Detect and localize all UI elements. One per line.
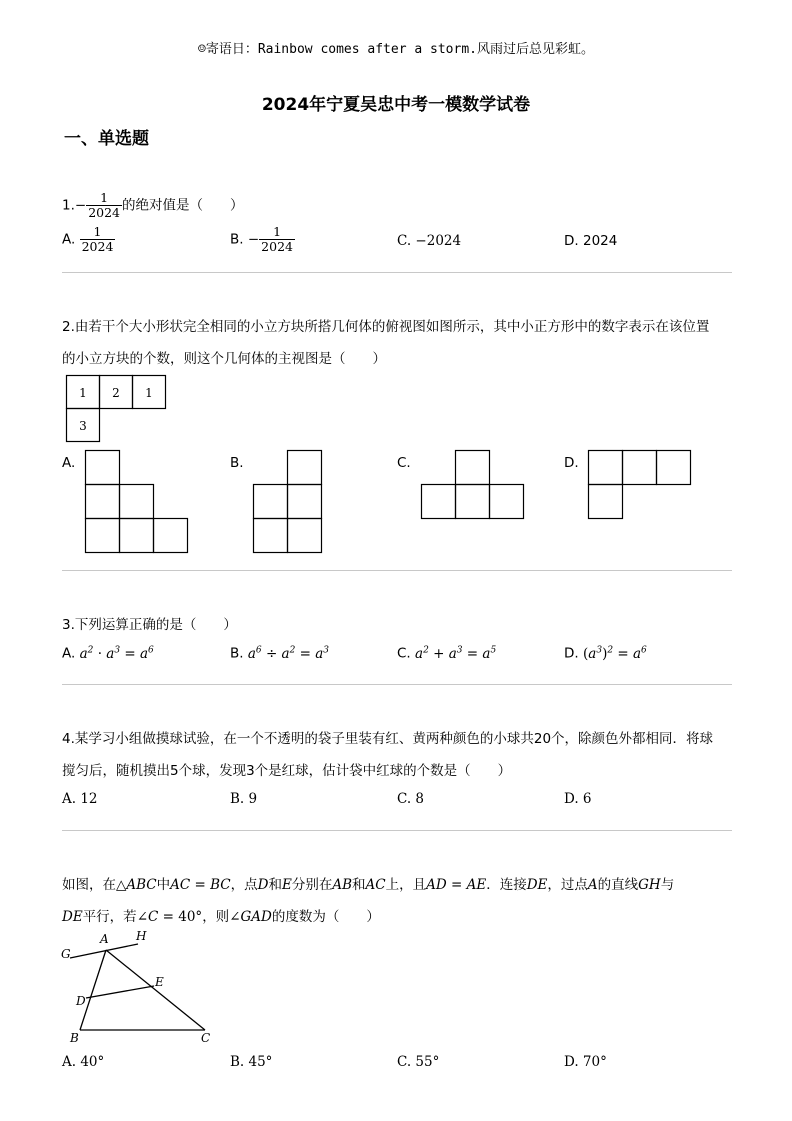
q1-a-num: 1: [93, 224, 102, 239]
q2-option-b-figure: [253, 450, 323, 554]
q1-fraction: [86, 191, 122, 220]
q5-option-b[interactable]: B. 45°: [230, 1054, 273, 1070]
q4-option-b[interactable]: B. 9: [230, 791, 258, 807]
grid-cell: 3: [79, 419, 87, 433]
q1-frac-den: 2024: [88, 205, 121, 220]
q1-a-den: 2024: [81, 239, 114, 254]
q3-option-a[interactable]: [62, 645, 154, 662]
q1-neg: −: [74, 197, 87, 214]
q1-b-num: 1: [273, 224, 282, 239]
q1-option-a-fraction: [80, 225, 116, 254]
divider: [62, 272, 732, 273]
grid-cell: 1: [145, 386, 153, 400]
q4-option-c[interactable]: C. 8: [397, 791, 425, 807]
q3-option-d[interactable]: [564, 645, 647, 662]
q1-option-c[interactable]: C. −2024: [397, 233, 462, 249]
q2-option-a-figure: [85, 450, 189, 554]
label-c: C: [201, 1031, 211, 1045]
q4-option-a[interactable]: A. 12: [62, 791, 98, 807]
exam-title: 2024年宁夏吴忠中考一模数学试卷: [261, 95, 531, 115]
q3-option-d-label: D.: [564, 645, 579, 662]
q1-stem: [62, 191, 244, 220]
q2-option-d-label[interactable]: D.: [564, 455, 579, 471]
label-h: H: [136, 929, 147, 943]
q2-option-b-label[interactable]: B.: [230, 455, 244, 471]
label-a: A: [100, 932, 109, 946]
q1-frac-num: 1: [100, 190, 109, 205]
q3-option-b[interactable]: [230, 645, 329, 662]
label-e: E: [155, 975, 164, 989]
motto-line: ☺寄语日：Rainbow comes after a storm.风雨过后总见彩虹。: [198, 42, 594, 57]
grid-cell: 2: [112, 386, 120, 400]
q1-option-d[interactable]: D. 2024: [564, 233, 618, 249]
q2-stem-line2: 的小立方块的个数，则这个几何体的主视图是（ ）: [62, 351, 386, 367]
q3-option-d-expr: $(a^3)^2 = a^6$: [582, 645, 647, 662]
q3-option-b-label: B.: [230, 645, 244, 662]
label-b: B: [70, 1031, 79, 1045]
q3-option-c-label: C.: [397, 645, 411, 662]
q2-option-a-label[interactable]: A.: [62, 455, 76, 471]
q2-option-d-figure: [588, 450, 692, 520]
grid-cell: 1: [79, 386, 87, 400]
q1-stem-tail: 的绝对值是（ ）: [122, 197, 244, 214]
q5-stem-line1: 如图，在△ABC中AC = BC，点D和E分别在AB和AC上，且AD = AE．连接DE，过点A的直线GH与: [62, 877, 675, 893]
q4-option-d[interactable]: D. 6: [564, 791, 592, 807]
q3-option-c-expr: $a^2 + a^3 = a^5$: [415, 645, 497, 662]
q5-option-a[interactable]: A. 40°: [62, 1054, 105, 1070]
q3-option-c[interactable]: [397, 645, 496, 662]
q3-option-b-expr: $a^6 \div a^2 = a^3$: [247, 645, 330, 662]
q1-option-b-label: B.: [230, 231, 244, 248]
q1-b-neg: −: [247, 231, 260, 248]
q2-stem-line1: 2.由若干个大小形状完全相同的小立方块所搭几何体的俯视图如图所示，其中小正方形中的数字表示在该位置: [62, 319, 710, 335]
q1-option-a[interactable]: [62, 225, 115, 254]
q5-triangle-figure: [58, 926, 218, 1046]
label-d: D: [76, 994, 86, 1008]
q2-top-view-grid: [66, 375, 168, 443]
q1-b-den: 2024: [261, 239, 293, 254]
q4-stem-line1: 4.某学习小组做摸球试验，在一个不透明的袋子里装有红、黄两种颜色的小球共20个，除颜色外都相同．将球: [62, 731, 714, 747]
q3-stem: 3.下列运算正确的是（ ）: [62, 617, 237, 633]
divider: [62, 570, 732, 571]
q2-option-c-label[interactable]: C.: [397, 455, 411, 471]
divider: [62, 684, 732, 685]
q3-option-a-label: A.: [62, 645, 76, 662]
q5-stem-line2: DE平行，若∠C = 40°，则∠GAD的度数为（ ）: [62, 909, 380, 925]
q3-option-a-expr: $a^2 \cdot a^3 = a^6$: [79, 645, 154, 662]
q5-option-c[interactable]: C. 55°: [397, 1054, 440, 1070]
q1-option-b-fraction: [259, 225, 295, 254]
q1-number: 1.: [62, 197, 75, 214]
q2-option-c-figure: [421, 450, 525, 520]
section-heading: 一、单选题: [64, 129, 149, 149]
label-g: G: [61, 947, 71, 961]
divider: [62, 830, 732, 831]
q5-option-d[interactable]: D. 70°: [564, 1054, 607, 1070]
q1-option-a-label: A.: [62, 231, 76, 248]
q4-stem-line2: 搅匀后，随机摸出5个球，发现3个是红球，估计袋中红球的个数是（ ）: [62, 763, 512, 779]
q1-option-b[interactable]: [230, 225, 295, 254]
